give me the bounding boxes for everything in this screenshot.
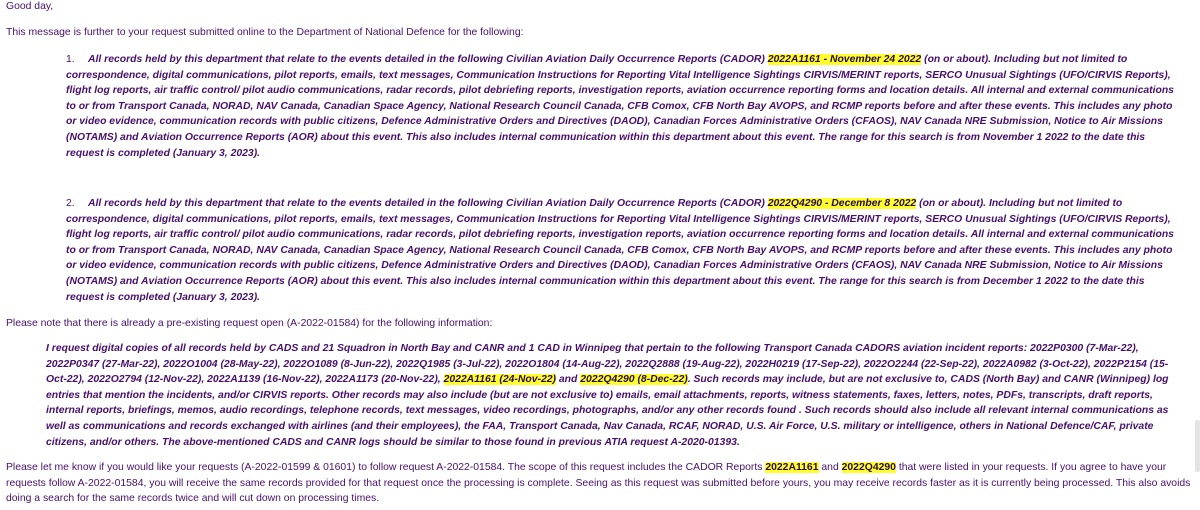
item-text-after: (on or about). Including but not limited to correspondence, digital communications, pilot reports, emails, text messages, Communication Instructions for Reporting Vital Intelligence Sightings CIRVIS/MERINT reports, SERCO Unusual Sightings (UFO/CIRVIS Reports), flight log reports, air traffic control/ pilot audio communications, radar records, pilot debriefing reports, investigation reports, aviation occurrence reporting forms and location details. All internal and external communications to or from Transport Canada, NORAD, NAV Canada, Canadian Space Agency, National Research Council Canada, CFB Comox, CFB North Bay AVOPS, and RCMP reports before and after these events. This includes any photo or video evidence, communication records with public citizens, Defence Administrative Orders and Directives (DAOD), Canadian Forces Administrative Orders (CFAOS), NAV Canada NRE Submission, Notice to Air Missions (NOTAMS) and Aviation Occurrence Reports (AOR) about this event. This also includes internal communication within this department about this event. The range for this search is from November 1 2022 to the date this request is completed (January 3, 2023). bbox=[66, 54, 1174, 159]
note-paragraph: Please note that there is already a pre-existing request open (A-2022-01584) for the following information: bbox=[6, 318, 493, 329]
quote-highlight-1: 2022A1161 (24-Nov-22) bbox=[443, 374, 556, 386]
item-number: 1. bbox=[66, 54, 75, 65]
request-item-2 bbox=[66, 196, 1182, 305]
item-text-after: (on or about). Including but not limited to correspondence, digital communications, pilot reports, emails, text messages, Communication Instructions for Reporting Vital Intelligence Sightings CIRVIS/MERINT reports, SERCO Unusual Sightings (UFO/CIRVIS Reports), flight log reports, air traffic control/ pilot audio communications, radar records, pilot debriefing reports, investigation reports, aviation occurrence reporting forms and location details. All internal and external communications to or from Transport Canada, NORAD, NAV Canada, Canadian Space Agency, National Research Council Canada, CFB Comox, CFB North Bay AVOPS, and RCMP reports before and after these events. This includes any photo or video evidence, communication records with public citizens, Defence Administrative Orders and Directives (DAOD), Canadian Forces Administrative Orders (CFAOS), NAV Canada NRE Submission, Notice to Air Missions (NOTAMS) and Aviation Occurrence Reports (AOR) about this event. This also includes internal communication within this department about this event. The range for this search is from December 1 2022 to the date this request is completed (January 3, 2023). bbox=[66, 198, 1174, 303]
closing-highlight-1: 2022A1161 bbox=[765, 462, 819, 473]
closing-text-mid: and bbox=[818, 462, 842, 473]
intro-paragraph: This message is further to your request submitted online to the Department of National Defence for the following: bbox=[6, 27, 524, 38]
closing-text-before: Please let me know if you would like your requests (A-2022-01599 & 01601) to follow request A-2022-01584. The scope of this request includes the CADOR Reports bbox=[6, 462, 766, 473]
quote-text-before: I request digital copies of all records held by CADS and 21 Squadron in North Bay and CANR and 1 CAD in Winnipeg that pertain to the following Transport Canada CADORS aviation incident reports: 2022P0300 (7-Mar-22), 2022P0347 (27-Mar-22), 2022O1004 (28-May-22), 2022O1089 (8-Jun-22), 2022Q1985 (3-Jul-22), 2022O1804 (14-Aug-22), 2022Q2888 (19-Aug-22), 2022H0219 (17-Sep-22), 2022O2244 (22-Sep-22), 2022A0982 (3-Oct-22), 2022P2154 (15-Oct-22), 2022O2794 (12-Nov-22), 2022A1139 (16-Nov-22), 2022A1173 (20-Nov-22), bbox=[46, 343, 1169, 386]
item-text-before: All records held by this department that relate to the events detailed in the following Civilian Aviation Daily Occurrence Reports (CADOR) bbox=[88, 54, 768, 65]
closing-paragraph bbox=[6, 460, 1192, 507]
item-number: 2. bbox=[66, 198, 75, 209]
quote-text-after: . Such records may include, but are not exclusive to, CADS (North Bay) and CANR (Winnipeg) log entries that mention the incidents, and/or CIRVIS reports. Other records may also include (but are not exclusive to) emails, email attachments, reports, witness statements, faxes, letters, notes, PDFs, transcripts, draft reports, internal reports, briefings, memos, audio recordings, telephone records, text messages, video recordings, photographs, and/or any other records found . Such records should also include all relevant internal communications as well as communications and records exchanged with airlines (and their employees), the FAA, Transport Canada, Nav Canada, RCAF, NORAD, U.S. Air Force, U.S. military or intelligence, others in National Defence/CAF, private citizens, and/or others. The above-mentioned CADS and CANR logs should be similar to those found in previous ATIA request A-2020-01393. bbox=[46, 374, 1169, 448]
quote-text-mid: and bbox=[556, 374, 581, 386]
closing-highlight-2: 2022Q4290 bbox=[841, 462, 896, 473]
cador-highlight: 2022Q4290 - December 8 2022 bbox=[767, 198, 917, 209]
request-item-1 bbox=[66, 52, 1182, 161]
quoted-request bbox=[46, 341, 1182, 450]
scrollbar-thumb[interactable] bbox=[1195, 420, 1200, 472]
closing-text-after: that were listed in your requests. If you agree to have your requests follow A-2022-01584, you will receive the same records provided for that request once the processing is complete. Seeing as this request was submitted before yours, you may receive records faster as it is currently being processed. This also avoids doing a search for the same records twice and will cut down on processing times. bbox=[6, 462, 1191, 505]
greeting: Good day, bbox=[6, 1, 54, 12]
item-text-before: All records held by this department that relate to the events detailed in the following Civilian Aviation Daily Occurrence Reports (CADOR) bbox=[88, 198, 768, 209]
cador-highlight: 2022A1161 - November 24 2022 bbox=[767, 54, 922, 65]
quote-highlight-2: 2022Q4290 (8-Dec-22) bbox=[580, 374, 688, 386]
